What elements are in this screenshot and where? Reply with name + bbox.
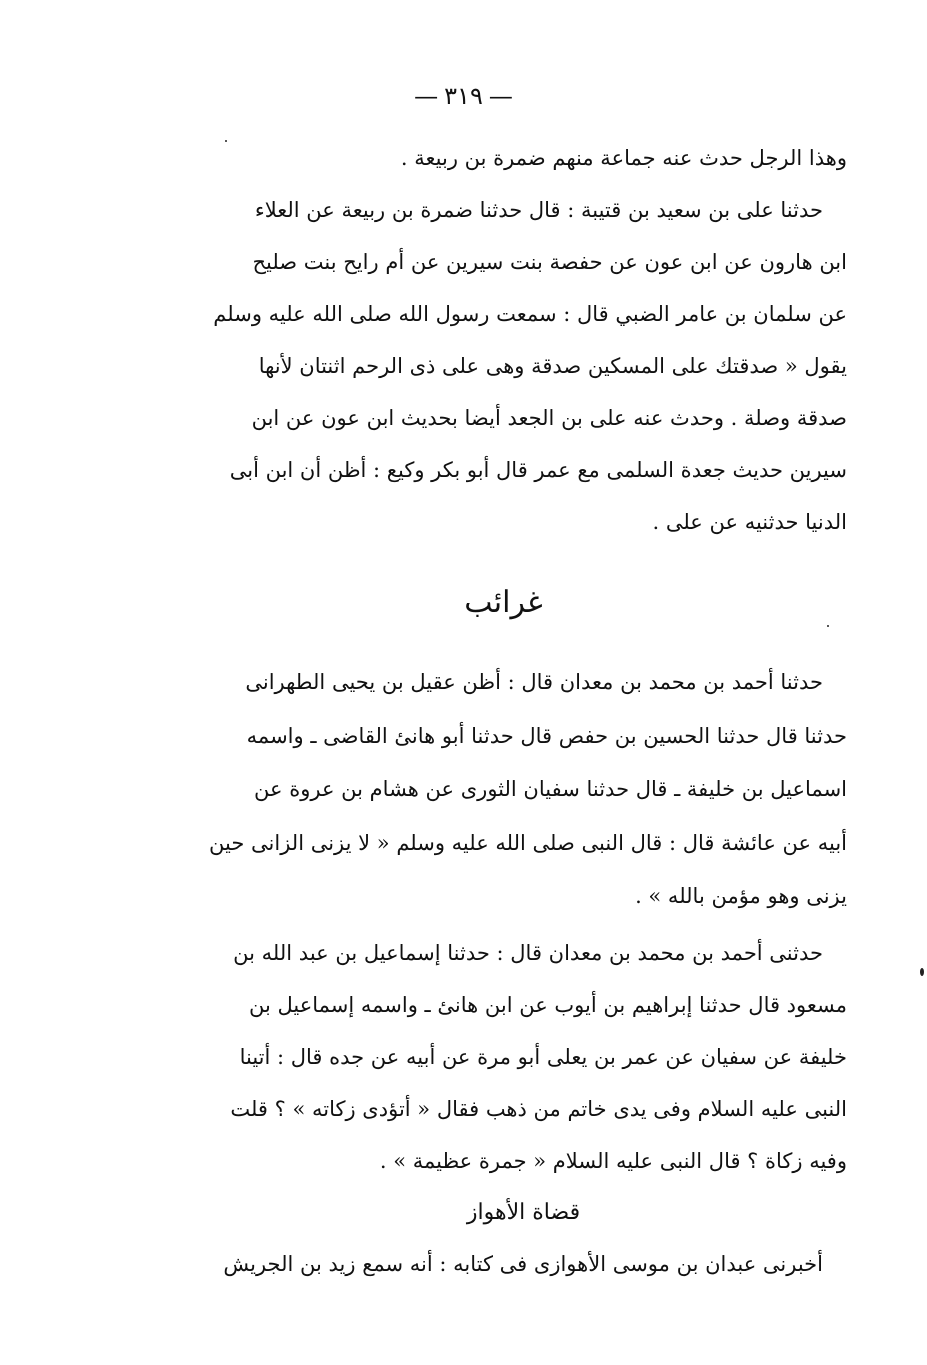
paragraph-block-1	[207, 132, 847, 548]
text-line: وفيه زكاة ؟ قال النبى عليه السلام « جمرة عظيمة » .	[379, 1149, 847, 1173]
text-line: خليفة عن سفيان عن عمر بن يعلى أبو مرة عن أبيه عن جده قال : أتينا	[239, 1045, 847, 1069]
text-line: سيرين حديث جعدة السلمى مع عمر قال أبو بكر وكيع : أظن أن ابن أبى	[229, 458, 847, 482]
section-heading-qudat-al-ahwaz: قضاة الأهواز	[466, 1200, 581, 1225]
text-line: يزنى وهو مؤمن بالله » .	[635, 884, 847, 908]
page-number-dash-right: —	[488, 82, 513, 110]
scan-speck	[827, 625, 829, 627]
page-number-dash-left: —	[414, 82, 439, 110]
text-line: اسماعيل بن خليفة ـ قال حدثنا سفيان الثورى عن هشام بن عروة عن	[254, 777, 847, 801]
text-line: صدقة وصلة . وحدث عنه على بن الجعد أيضا بحديث ابن عون عن ابن	[251, 406, 847, 430]
text-line: حدثنا أحمد بن محمد بن معدان قال : أظن عقيل بن يحيى الطهرانى	[245, 670, 823, 694]
text-line: حدثنا قال حدثنا الحسين بن حفص قال حدثنا أبو هانئ القاضى ـ واسمه	[246, 723, 847, 748]
page-number-value: ٣١٩	[444, 82, 483, 110]
text-line: أبيه عن عائشة قال : قال النبى صلى الله عليه وسلم « لا يزنى الزانى حين	[209, 830, 847, 855]
section-heading-ghara-ib: غرائب	[464, 585, 543, 620]
scan-speck	[920, 968, 924, 976]
text-line: يقول « صدقتك على المسكين صدقة وهى على ذى الرحم اثنتان لأنها	[258, 354, 847, 378]
text-line: النبى عليه السلام وفى يدى خاتم من ذهب فقال « أتؤدى زكاته » ؟ قلت	[230, 1097, 847, 1121]
text-line: أخبرنى عبدان بن موسى الأهوازى فى كتابه : أنه سمع زيد بن الجريش	[223, 1252, 823, 1276]
text-line: حدثنا على بن سعيد بن قتيبة : قال حدثنا ضمرة بن ربيعة عن العلاء	[254, 198, 823, 222]
paragraph-block-2	[207, 656, 847, 924]
page-number	[0, 82, 927, 110]
text-line: ابن هارون عن ابن عون عن حفصة بنت سيرين عن أم رايح بنت صليح	[252, 250, 847, 274]
scan-speck	[225, 140, 227, 142]
paragraph-block-4	[207, 1238, 847, 1290]
text-line: مسعود قال حدثنا إبراهيم بن أيوب عن ابن هانئ ـ واسمه إسماعيل بن	[248, 993, 847, 1017]
text-line: وهذا الرجل حدث عنه جماعة منهم ضمرة بن ربيعة .	[400, 146, 847, 170]
text-line: الدنيا حدثنيه عن على .	[652, 510, 847, 534]
paragraph-block-3	[207, 927, 847, 1187]
text-line: حدثنى أحمد بن محمد بن معدان قال : حدثنا إسماعيل بن عبد الله بن	[233, 941, 823, 965]
text-line: عن سلمان بن عامر الضبي قال : سمعت رسول الله صلى الله عليه وسلم	[213, 302, 847, 326]
